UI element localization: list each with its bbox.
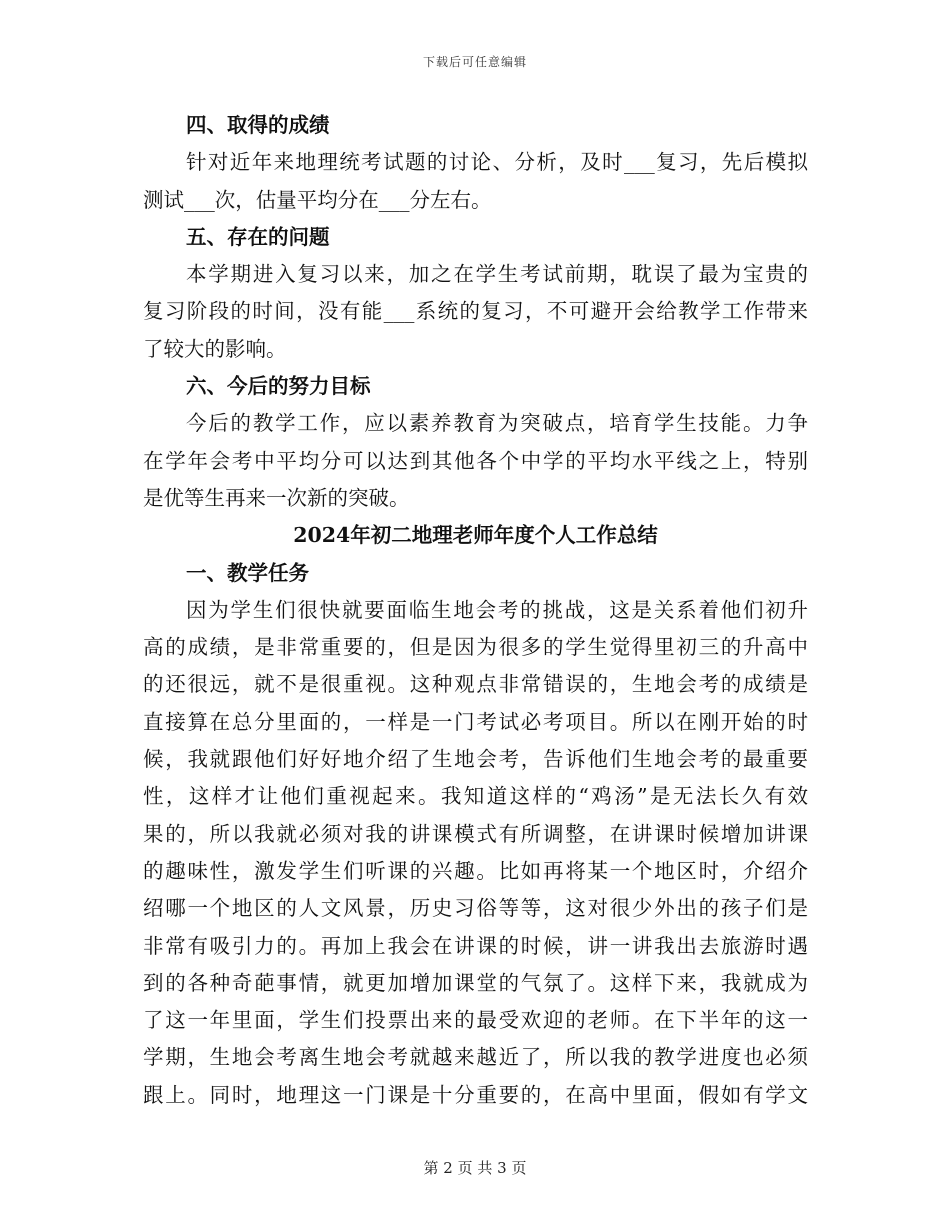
paragraph-line: 高的成绩，是非常重要的，但是因为很多的学生觉得里初三的升高中 (143, 635, 808, 660)
paragraph-line: 今后的教学工作，应以素养教育为突破点，培育学生技能。力争 (186, 411, 808, 436)
paragraph-line: 直接算在总分里面的，一样是一门考试必考项目。所以在刚开始的时 (143, 709, 808, 734)
paragraph-line: 测试___次，估量平均分在___分左右。 (143, 187, 492, 212)
section-heading-problems: 五、存在的问题 (186, 224, 330, 249)
header-note: 下载后可任意编辑 (422, 55, 527, 69)
paragraph-line: 非常有吸引力的。再加上我会在讲课的时候，讲一讲我出去旅游时遇 (143, 933, 808, 958)
paragraph-line: 本学期进入复习以来，加之在学生考试前期，耽误了最为宝贵的 (186, 262, 808, 287)
paragraph-line: 学期，生地会考离生地会考就越来越近了，所以我的教学进度也必须 (143, 1045, 808, 1070)
paragraph-line: 绍哪一个地区的人文风景，历史习俗等等，这对很少外出的孩子们是 (143, 896, 808, 921)
paragraph-line: 是优等生再来一次新的突破。 (143, 485, 410, 510)
section-heading-goals: 六、今后的努力目标 (186, 374, 371, 399)
paragraph-line: 了这一年里面，学生们投票出来的最受欢迎的老师。在下半年的这一 (143, 1008, 808, 1033)
paragraph-line: 在学年会考中平均分可以达到其他各个中学的平均水平线之上，特别 (143, 448, 808, 473)
paragraph-line: 的趣味性，激发学生们听课的兴趣。比如再将某一个地区时，介绍介 (143, 858, 808, 883)
paragraph-line: 的还很远，就不是很重视。这种观点非常错误的，生地会考的成绩是 (143, 672, 808, 697)
paragraph-line: 到的各种奇葩事情，就更加增加课堂的气氛了。这样下来，我就成为 (143, 970, 808, 995)
paragraph-line: 因为学生们很快就要面临生地会考的挑战，这是关系着他们初升 (186, 597, 808, 622)
paragraph-line: 复习阶段的时间，没有能___系统的复习，不可避开会给教学工作带来 (143, 299, 808, 324)
paragraph-line: 针对近年来地理统考试题的讨论、分析，及时___复习，先后模拟 (186, 150, 808, 175)
paragraph-line: 候，我就跟他们好好地介绍了生地会考，告诉他们生地会考的最重要 (143, 747, 808, 772)
paragraph-line: 跟上。同时，地理这一门课是十分重要的，在高中里面，假如有学文 (143, 1082, 808, 1107)
paragraph-line: 果的，所以我就必须对我的讲课模式有所调整，在讲课时候增加讲课 (143, 821, 808, 846)
page-number: 第 2 页 共 3 页 (423, 1159, 527, 1177)
section-heading-teaching-tasks: 一、教学任务 (186, 560, 309, 585)
document-body (143, 107, 808, 1114)
paragraph-line: 性，这样才让他们重视起来。我知道这样的“鸡汤”是无法长久有效 (143, 784, 808, 809)
paragraph-line: 了较大的影响。 (143, 336, 287, 361)
document-title: 2024年初二地理老师年度个人工作总结 (293, 523, 658, 548)
section-heading-achievements: 四、取得的成绩 (186, 113, 330, 137)
